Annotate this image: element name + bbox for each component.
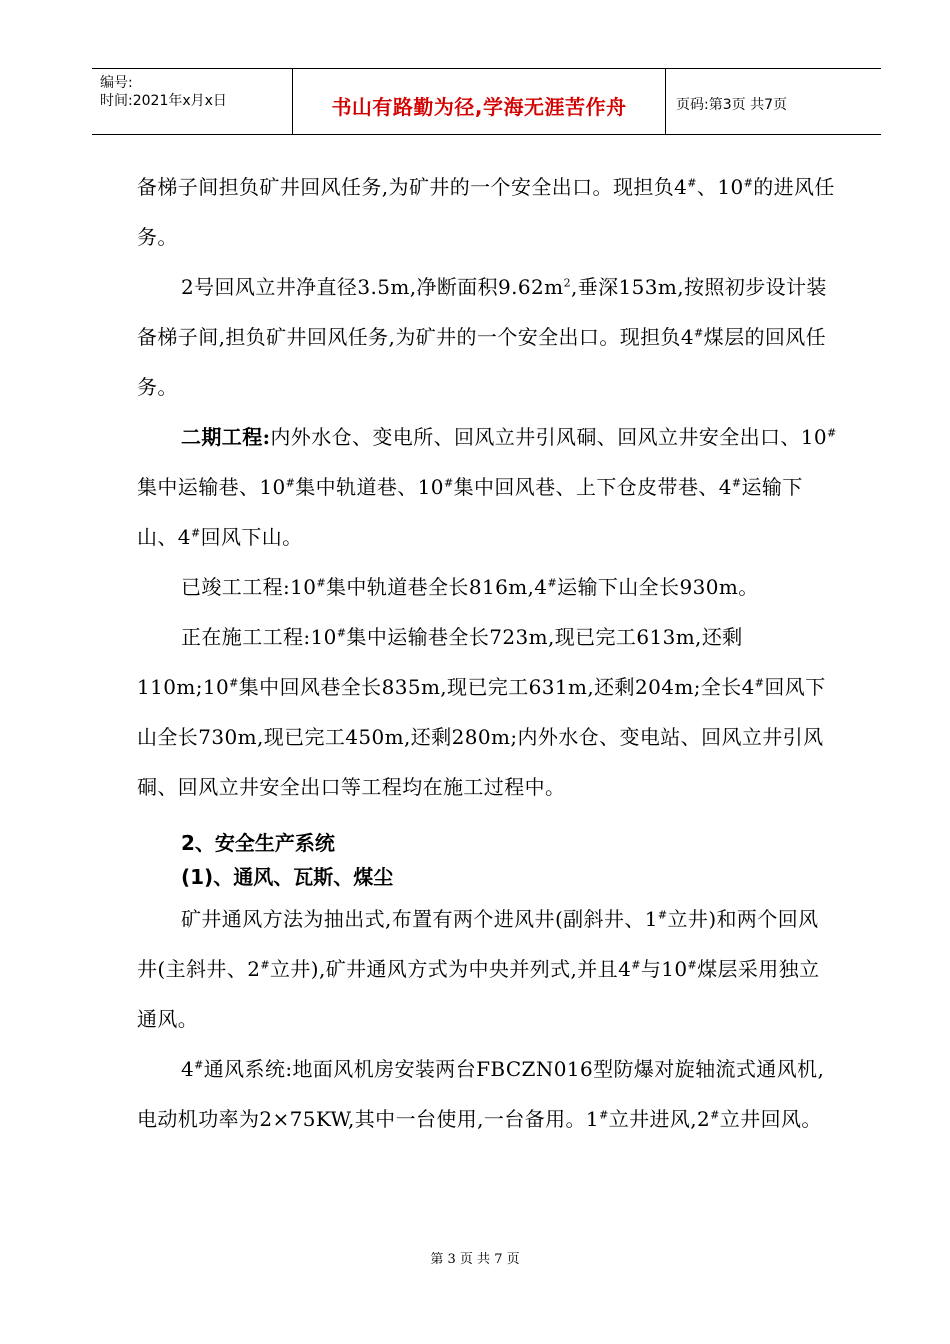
paragraph-7: 4#通风系统:地面风机房安装两台FBCZN016型防爆对旋轴流式通风机,电动机功率为2×75KW,其中一台使用,一台备用。1#立井进风,2#立井回风。	[137, 1057, 825, 1131]
phase-two-label: 二期工程:	[181, 425, 271, 449]
paragraph-1: 备梯子间担负矿井回风任务,为矿井的一个安全出口。现担负4#、10#的进风任务。	[137, 175, 835, 249]
superscript-mark: #	[285, 476, 296, 490]
subsection-heading: (1)、通风、瓦斯、煤尘	[181, 865, 394, 889]
superscript-mark: #	[631, 958, 641, 972]
superscript-mark: #	[190, 526, 201, 540]
superscript-mark: #	[731, 476, 742, 490]
superscript-mark: #	[743, 176, 754, 190]
paragraph-2: 2号回风立井净直径3.5m,净断面积$9.62m^2$,垂深153m,按照初步设计装备梯子间,担负矿井回风任务,为矿井的一个安全出口。现担负4#煤层的回风任务。	[137, 275, 827, 399]
superscript-mark: #	[710, 1108, 720, 1122]
superscript-mark: #	[547, 576, 558, 590]
header-meta-cell	[92, 69, 293, 134]
superscript-mark: #	[194, 1058, 204, 1072]
superscript-mark: #	[336, 626, 347, 640]
paragraph-6: 矿井通风方法为抽出式,布置有两个进风井(副斜井、1#立井)和两个回风井(主斜井、2#立井),矿井通风方式为中央并列式,并且4#与10#煤层采用独立通风。	[137, 907, 820, 1031]
superscript-mark: #	[694, 326, 704, 340]
time-label: 时间:2021年x月x日	[100, 93, 227, 109]
section-heading: 2、安全生产系统	[181, 831, 335, 855]
paragraph-3: 二期工程:内外水仓、变电所、回风立井引风硐、回风立井安全出口、10#集中运输巷、10#集中轨道巷、10#集中回风巷、上下仓皮带巷、4#运输下山、4#回风下山。	[137, 425, 837, 549]
superscript-mark: 2	[563, 276, 571, 290]
superscript-mark: #	[599, 1108, 609, 1122]
page-footer: 第 3 页 共 7 页	[430, 1252, 520, 1267]
serial-number-label: 编号:	[100, 75, 133, 91]
superscript-mark: #	[827, 426, 837, 440]
header-motto-cell	[293, 69, 666, 134]
superscript-mark: #	[316, 576, 327, 590]
superscript-mark: #	[443, 476, 454, 490]
paragraph-4: 已竣工工程:10#集中轨道巷全长816m,4#运输下山全长930m。	[181, 575, 759, 599]
superscript-mark: #	[260, 958, 270, 972]
superscript-mark: #	[229, 676, 239, 690]
document-body	[137, 162, 837, 1144]
page-header	[92, 68, 881, 135]
superscript-mark: #	[687, 958, 698, 972]
header-page-cell	[666, 69, 881, 134]
motto-text: 书山有路勤为径,学海无涯苦作舟	[331, 95, 627, 119]
superscript-mark: #	[657, 908, 668, 922]
superscript-mark: #	[687, 176, 697, 190]
page-info: 页码:第3页 共7页	[676, 97, 787, 113]
paragraph-5: 正在施工工程:10#集中运输巷全长723m,现已完工613m,还剩110m;10#集中回风巷全长835m,现已完工631m,还剩204m;全长4#回风下山全长730m,现已完工450m,还剩280m;内外水仓、变电站、回风立井引风硐、回风立井安全出口等工程均在施工过程中。	[137, 625, 826, 799]
superscript-mark: #	[754, 676, 765, 690]
